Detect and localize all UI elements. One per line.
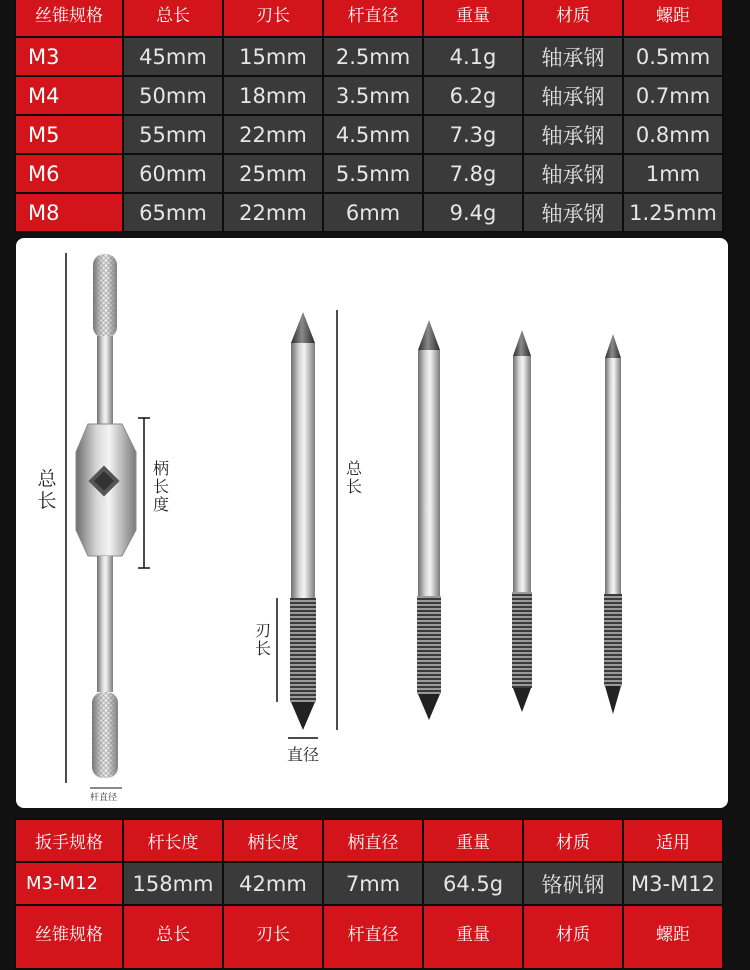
rod-diameter-cell: 5.5mm: [323, 154, 423, 193]
handle-diameter-cell: 7mm: [323, 862, 423, 905]
total-length-cell: 65mm: [123, 193, 223, 232]
material-cell: 轴承钢: [523, 115, 623, 154]
header-pitch: 螺距: [623, 905, 723, 969]
total-length-cell: 50mm: [123, 76, 223, 115]
weight-cell: 4.1g: [423, 37, 523, 76]
spec-cell: M4: [15, 76, 123, 115]
weight-cell: 6.2g: [423, 76, 523, 115]
tap-spec-table: [14, 0, 724, 233]
tap-total-length-label: 总长: [345, 459, 362, 496]
material-cell: 轴承钢: [523, 37, 623, 76]
product-photo-panel: [16, 238, 728, 808]
material-cell: 轴承钢: [523, 154, 623, 193]
table-row: [15, 862, 723, 905]
total-length-cell: 60mm: [123, 154, 223, 193]
wrench-spec-cell: M3-M12: [15, 862, 123, 905]
blade-length-cell: 15mm: [223, 37, 323, 76]
table-row: [15, 193, 723, 232]
rod-diameter-cell: 4.5mm: [323, 115, 423, 154]
spec-cell: M6: [15, 154, 123, 193]
blade-length-cell: 22mm: [223, 193, 323, 232]
handle-length-cell: 42mm: [223, 862, 323, 905]
header-rod-length: 杆长度: [123, 819, 223, 862]
spec-cell: M8: [15, 193, 123, 232]
header-wrench-spec: 扳手规格: [15, 819, 123, 862]
blade-length-cell: 22mm: [223, 115, 323, 154]
table-row: [15, 115, 723, 154]
pitch-cell: 1.25mm: [623, 193, 723, 232]
weight-cell: 64.5g: [423, 862, 523, 905]
material-cell: 轴承钢: [523, 193, 623, 232]
material-cell: 轴承钢: [523, 76, 623, 115]
handle-length-dimension: [138, 418, 150, 568]
header-blade-length: 刃长: [223, 0, 323, 37]
header-weight: 重量: [423, 819, 523, 862]
weight-cell: 9.4g: [423, 193, 523, 232]
weight-cell: 7.8g: [423, 154, 523, 193]
rod-diameter-cell: 3.5mm: [323, 76, 423, 115]
tap-wrench: [76, 254, 136, 778]
header-handle-length: 柄长度: [223, 819, 323, 862]
tap-m6: [417, 320, 441, 720]
total-length-cell: 45mm: [123, 37, 223, 76]
header-weight: 重量: [423, 0, 523, 37]
header-rod-diameter: 杆直径: [323, 905, 423, 969]
blade-length-cell: 25mm: [223, 154, 323, 193]
tap-m4: [604, 334, 622, 714]
handle-length-label: 柄长度: [152, 459, 169, 514]
pitch-cell: 0.7mm: [623, 76, 723, 115]
total-length-cell: 55mm: [123, 115, 223, 154]
material-cell: 铬矾钢: [523, 862, 623, 905]
header-rod-diameter: 杆直径: [323, 0, 423, 37]
blade-length-cell: 18mm: [223, 76, 323, 115]
tap-table-header: [15, 905, 723, 969]
tap-table-header: [15, 0, 723, 37]
header-material: 材质: [523, 0, 623, 37]
applicable-cell: M3-M12: [623, 862, 723, 905]
tap-m5: [512, 330, 532, 712]
pitch-cell: 0.5mm: [623, 37, 723, 76]
wrench-total-length-label: 总长: [37, 468, 57, 512]
header-handle-diameter: 柄直径: [323, 819, 423, 862]
table-row: [15, 76, 723, 115]
blade-length-label: 刃长: [254, 621, 271, 658]
header-material: 材质: [523, 819, 623, 862]
pitch-cell: 0.8mm: [623, 115, 723, 154]
header-total-length: 总长: [123, 0, 223, 37]
spec-cell: M3: [15, 37, 123, 76]
header-tap-spec: 丝锥规格: [15, 905, 123, 969]
wrench-spec-table: [14, 818, 724, 906]
header-tap-spec: 丝锥规格: [15, 0, 123, 37]
header-total-length: 总长: [123, 905, 223, 969]
header-material: 材质: [523, 905, 623, 969]
weight-cell: 7.3g: [423, 115, 523, 154]
tap-spec-table-repeat: [14, 904, 724, 970]
tap-m8: [290, 312, 316, 730]
header-weight: 重量: [423, 905, 523, 969]
header-applicable: 适用: [623, 819, 723, 862]
table-row: [15, 37, 723, 76]
rod-diameter-label: 杆直径: [90, 793, 118, 803]
wrench-table-header: [15, 819, 723, 862]
header-blade-length: 刃长: [223, 905, 323, 969]
header-pitch: 螺距: [623, 0, 723, 37]
tap-wrench-illustration: [16, 238, 728, 808]
table-row: [15, 154, 723, 193]
rod-length-cell: 158mm: [123, 862, 223, 905]
pitch-cell: 1mm: [623, 154, 723, 193]
diameter-label: 直径: [287, 745, 320, 764]
rod-diameter-cell: 2.5mm: [323, 37, 423, 76]
spec-cell: M5: [15, 115, 123, 154]
rod-diameter-cell: 6mm: [323, 193, 423, 232]
